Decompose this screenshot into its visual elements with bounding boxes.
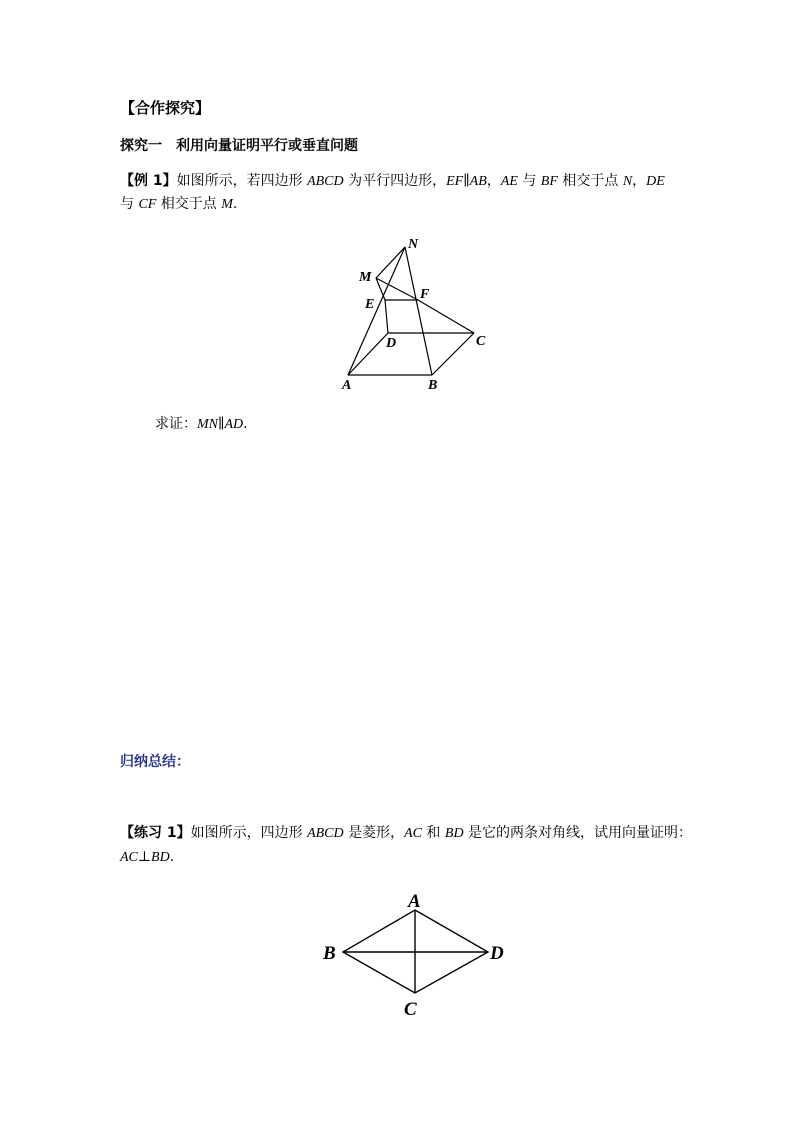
math: M xyxy=(221,197,233,212)
math: BF xyxy=(540,174,558,189)
text: . xyxy=(169,849,175,865)
label-a: A xyxy=(342,378,352,393)
text: . xyxy=(243,416,248,432)
text: . xyxy=(232,196,238,212)
label-d: D xyxy=(490,943,504,964)
math: AC xyxy=(404,826,422,841)
math: AE xyxy=(500,174,518,189)
segment-mn xyxy=(376,247,405,278)
practice1-line1 xyxy=(120,823,692,844)
segment-ad xyxy=(348,333,388,375)
label-c: C xyxy=(404,999,417,1020)
segment-ed xyxy=(385,300,388,333)
math: MN∥AD xyxy=(197,417,244,432)
label-c: C xyxy=(476,334,486,349)
label-f: F xyxy=(420,287,430,302)
text: 相交于点 xyxy=(557,173,623,189)
segment-me xyxy=(376,278,385,300)
math: CF xyxy=(138,197,157,212)
inquiry-heading xyxy=(120,136,358,156)
example1-tag: 【例 1】 xyxy=(120,173,177,189)
practice1-line2 xyxy=(120,847,174,868)
label-m: M xyxy=(359,270,372,285)
math: DE xyxy=(646,174,665,189)
text: 与 xyxy=(517,173,541,189)
text: 如图所示，若四边形 xyxy=(176,173,308,189)
text: 如图所示，四边形 xyxy=(190,825,308,841)
summary-label: 归纳总结： xyxy=(120,754,190,770)
text: 和 xyxy=(421,825,445,841)
text: ， xyxy=(486,173,501,189)
math: AC⊥BD xyxy=(120,850,170,865)
label-b: B xyxy=(428,378,438,393)
label-b: B xyxy=(323,943,336,964)
segment-bc xyxy=(432,333,474,375)
practice1-tag: 【练习 1】 xyxy=(120,825,191,841)
example1-figure xyxy=(330,228,500,398)
section-title: 【合作探究】 xyxy=(120,99,211,117)
text: 为平行四边形， xyxy=(343,173,447,189)
text: 相交于点 xyxy=(156,196,222,212)
rhombus-lines xyxy=(343,910,488,993)
label-n: N xyxy=(408,237,419,252)
label-d: D xyxy=(386,336,397,351)
segment-bn xyxy=(405,247,432,375)
text: 是菱形， xyxy=(343,825,405,841)
math: BD xyxy=(444,826,464,841)
segment-an xyxy=(348,247,405,375)
math: N xyxy=(622,174,633,189)
inquiry-label: 探究一 xyxy=(120,138,162,154)
text: 是它的两条对角线，试用向量证明： xyxy=(463,825,693,841)
math: ABCD xyxy=(307,826,344,841)
example1-line2 xyxy=(120,194,237,215)
prove-statement xyxy=(155,414,248,435)
segment-fc xyxy=(418,300,474,333)
text: ， xyxy=(632,173,647,189)
math: ABCD xyxy=(307,174,344,189)
practice1-figure xyxy=(318,885,518,1020)
text: 求证： xyxy=(155,416,197,432)
example1-line1 xyxy=(120,171,665,192)
math: EF∥AB xyxy=(446,174,487,189)
label-a: A xyxy=(408,891,421,912)
inquiry-title: 利用向量证明平行或垂直问题 xyxy=(176,138,358,154)
label-e: E xyxy=(365,297,375,312)
text: 与 xyxy=(120,196,139,212)
